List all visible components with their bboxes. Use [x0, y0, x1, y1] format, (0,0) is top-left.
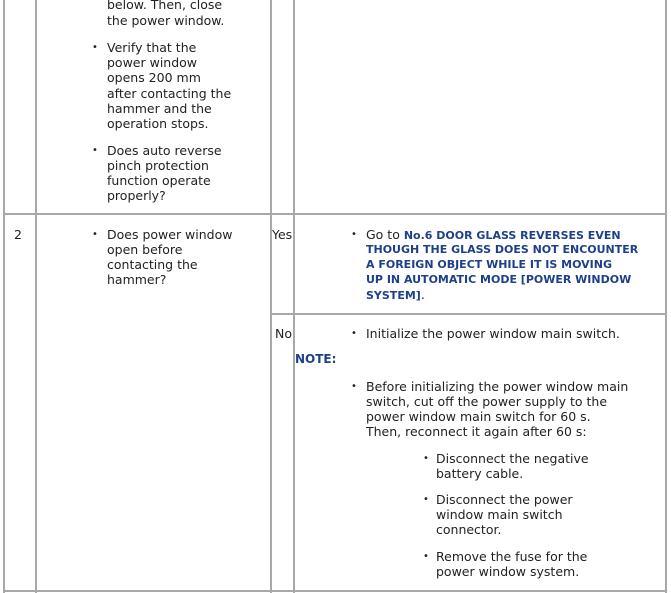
col-divider-2: [270, 0, 272, 593]
note-text-line: power window main switch for 60 s.: [366, 409, 591, 424]
bullet-marker: •: [92, 42, 98, 53]
table-border-left: [3, 0, 5, 593]
goto-link-text[interactable]: No.6 DOOR GLASS REVERSES EVEN: [403, 229, 621, 242]
goto-link-text[interactable]: UP IN AUTOMATIC MODE [POWER WINDOW: [366, 273, 632, 286]
auto-reverse-text-line: function operate: [107, 173, 211, 188]
goto-link-text[interactable]: SYSTEM]: [366, 289, 421, 302]
note-text-line: Before initializing the power window main: [366, 379, 629, 394]
verify-text-line: opens 200 mm: [107, 70, 201, 85]
bullet-marker: •: [92, 229, 98, 240]
verify-text-line: after contacting the: [107, 86, 232, 101]
goto-suffix: .: [420, 287, 425, 302]
note-text-line: Then, reconnect it again after 60 s:: [366, 424, 587, 439]
verify-text-line: operation stops.: [107, 116, 209, 131]
col-divider-1: [35, 0, 37, 593]
bullet-marker: •: [351, 229, 357, 240]
no-label: No: [275, 326, 292, 341]
sub-step-text-line: power window system.: [436, 564, 580, 579]
sub-step-text-line: Disconnect the negative: [436, 451, 589, 466]
verify-text-line: Verify that the: [107, 40, 197, 55]
question-text-line: open before: [107, 242, 183, 257]
auto-reverse-text-line: pinch protection: [107, 158, 209, 173]
sub-step-text-line: window main switch: [436, 507, 563, 522]
verify-text-line: hammer and the: [107, 101, 212, 116]
table-border-bottom: [3, 590, 667, 592]
sub-bullet-marker: •: [423, 494, 429, 505]
goto-prefix: Go to: [366, 227, 404, 242]
sub-bullet-marker: •: [423, 551, 429, 562]
goto-link-text[interactable]: A FOREIGN OBJECT WHILE IT IS MOVING: [366, 258, 612, 271]
goto-line: [366, 227, 621, 243]
sub-step-text-line: connector.: [436, 522, 502, 537]
note-label: NOTE:: [295, 352, 337, 366]
table-border-right: [665, 0, 667, 593]
bullet-marker: •: [351, 381, 357, 392]
initialize-text: Initialize the power window main switch.: [366, 326, 620, 341]
verify-text-line: power window: [107, 55, 198, 70]
auto-reverse-text-line: Does auto reverse: [107, 143, 222, 158]
sub-bullet-marker: •: [423, 453, 429, 464]
question-text-line: Does power window: [107, 227, 233, 242]
question-text-line: hammer?: [107, 272, 167, 287]
sub-step-text-line: Disconnect the power: [436, 492, 573, 507]
row-divider-yes-no: [270, 313, 667, 315]
row-divider-step2: [3, 213, 667, 215]
bullet-marker: •: [92, 145, 98, 156]
auto-reverse-text-line: properly?: [107, 188, 166, 203]
col-divider-3: [293, 0, 295, 593]
sub-step-text-line: Remove the fuse for the: [436, 549, 588, 564]
goto-link-text[interactable]: THOUGH THE GLASS DOES NOT ENCOUNTER: [366, 243, 639, 256]
step1-text-line: below. Then, close: [107, 0, 223, 12]
note-text-line: switch, cut off the power supply to the: [366, 394, 608, 409]
yes-label: Yes: [272, 227, 293, 242]
goto-line: [366, 287, 425, 303]
step1-text-line: the power window.: [107, 13, 225, 28]
sub-step-text-line: battery cable.: [436, 466, 524, 481]
step-number: 2: [14, 227, 22, 242]
question-text-line: contacting the: [107, 257, 198, 272]
bullet-marker: •: [351, 328, 357, 339]
